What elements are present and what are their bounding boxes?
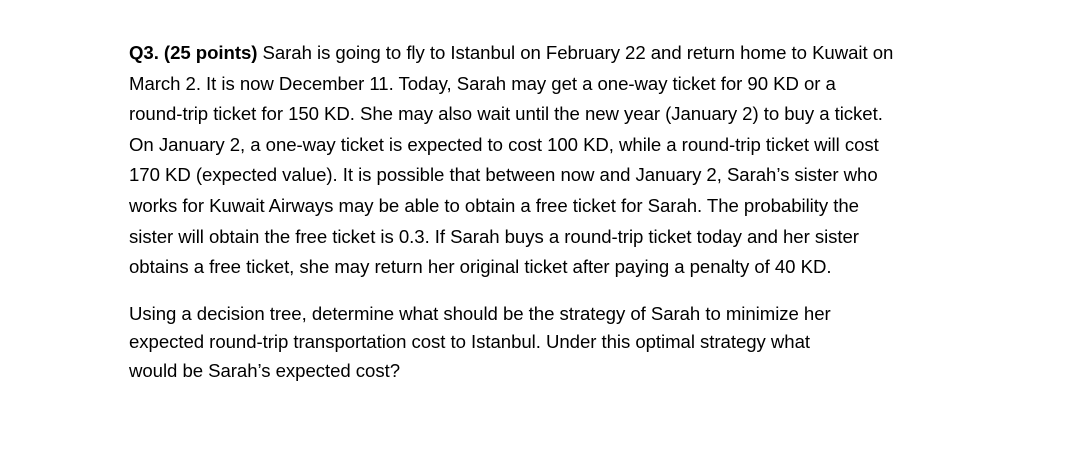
text-line — [129, 38, 959, 69]
text-line: works for Kuwait Airways may be able to obtain a free ticket for Sarah. The probability the — [129, 194, 859, 216]
text-line-content: Sarah is going to fly to Istanbul on February 22 and return home to Kuwait on — [257, 42, 894, 63]
text-line: round-trip ticket for 150 KD. She may also wait until the new year (January 2) to buy a ticket. — [129, 103, 883, 125]
text-line: Using a decision tree, determine what should be the strategy of Sarah to minimize her — [129, 302, 831, 324]
task-instruction — [129, 300, 959, 386]
text-line: would be Sarah’s expected cost? — [129, 359, 400, 381]
text-line: On January 2, a one-way ticket is expected to cost 100 KD, while a round-trip ticket will cost — [129, 133, 879, 155]
problem-statement — [129, 38, 959, 283]
text-line: expected round-trip transportation cost to Istanbul. Under this optimal strategy what — [129, 331, 810, 353]
text-line: 170 KD (expected value). It is possible that between now and January 2, Sarah’s sister who — [129, 164, 878, 186]
question-block — [129, 38, 959, 386]
question-label: Q3. (25 points) — [129, 42, 258, 63]
text-line: March 2. It is now December 11. Today, Sarah may get a one-way ticket for 90 KD or a — [129, 72, 836, 94]
text-line: obtains a free ticket, she may return her original ticket after paying a penalty of 40 KD. — [129, 256, 832, 278]
text-line: sister will obtain the free ticket is 0.3. If Sarah buys a round-trip ticket today and her sister — [129, 225, 859, 247]
